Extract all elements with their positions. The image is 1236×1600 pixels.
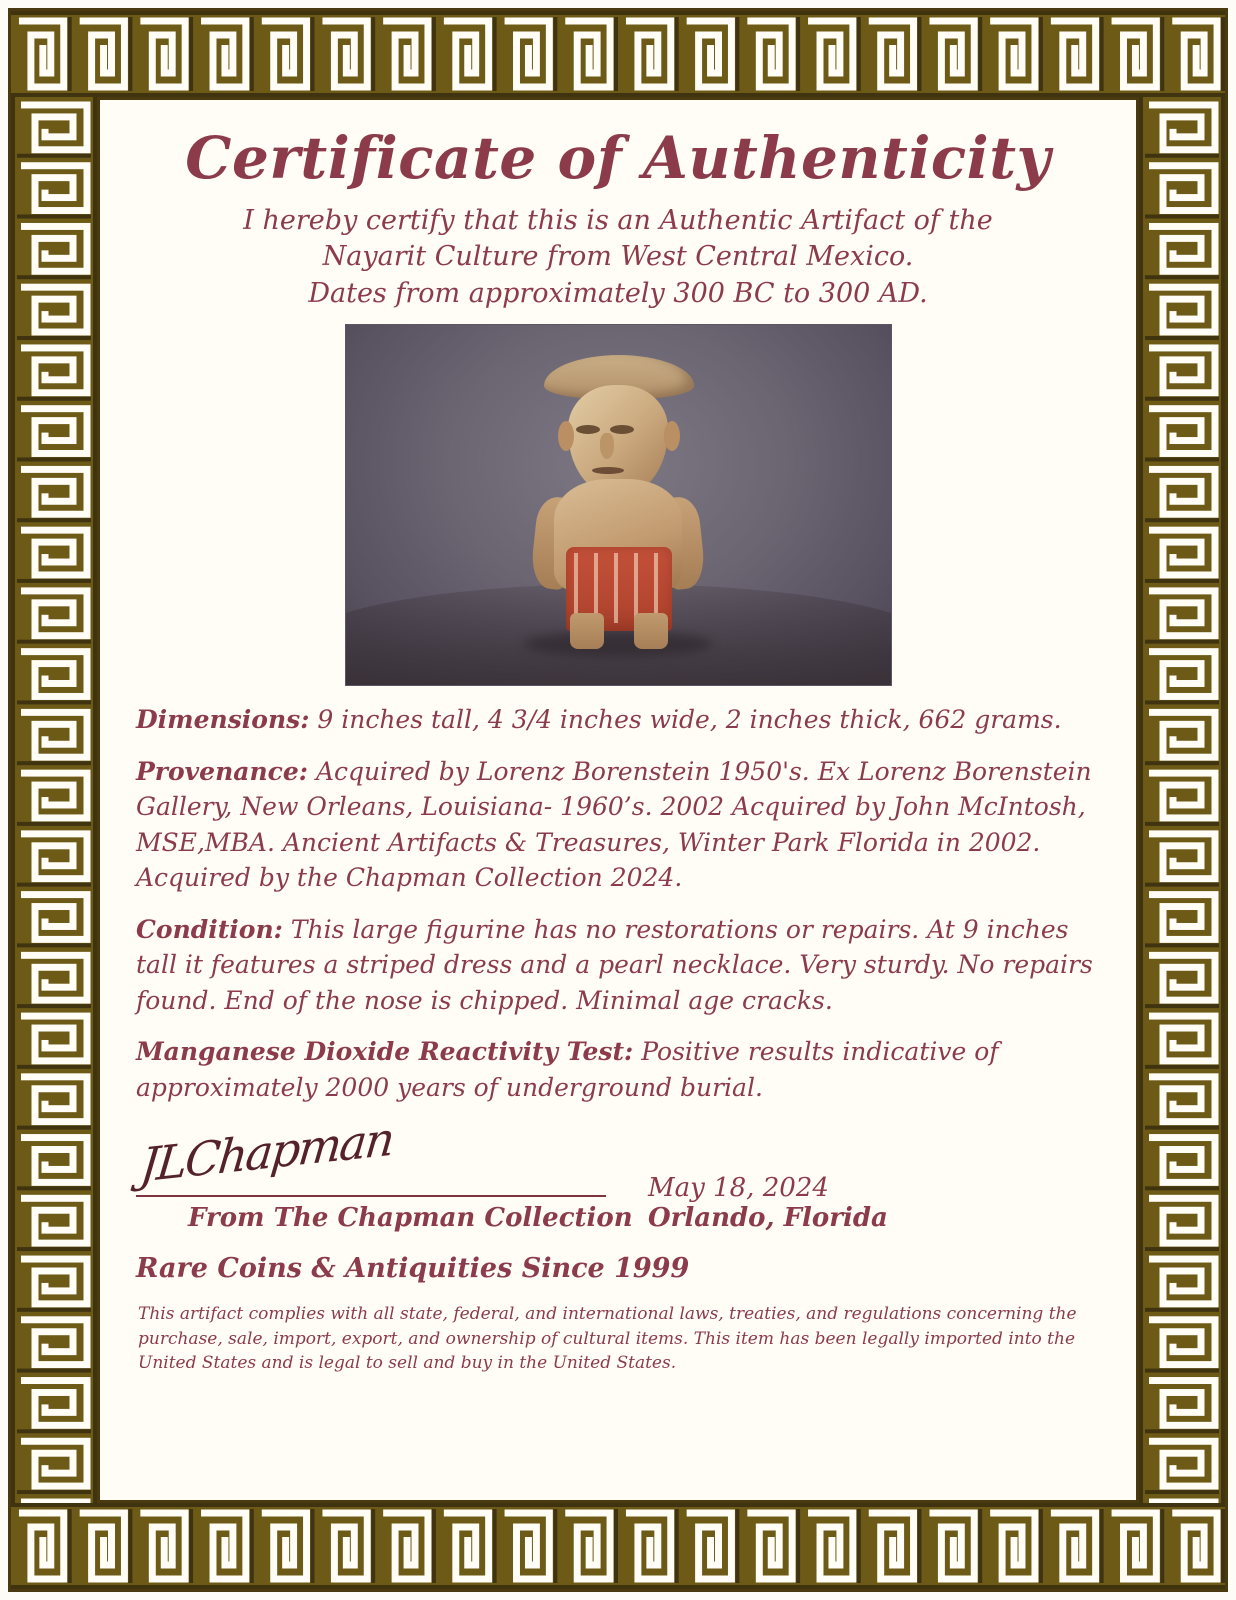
figurine-ear-right (664, 421, 680, 451)
certification-statement (166, 203, 1070, 312)
signature-location: Orlando, Florida (648, 1203, 888, 1234)
business-tagline: Rare Coins & Antiquities Since 1999 (136, 1253, 690, 1285)
figurine-nose (600, 433, 614, 459)
artifact-photo (345, 324, 892, 686)
signature-caption: From The Chapman Collection (188, 1203, 633, 1234)
field-condition-label: Condition: (136, 914, 283, 944)
field-dimensions (136, 702, 1100, 738)
field-condition-value: This large figurine has no restorations or repairs. At 9 inches tall it features a striped dress and a pearl necklace. Very sturdy. No repairs found. End of the nose is chipped. Minimal age cracks. (136, 914, 1093, 1015)
figurine-illustration (518, 355, 718, 643)
statement-line-3: Dates from approximately 300 BC to 300 AD. (308, 277, 928, 309)
signature-date: May 18, 2024 (648, 1173, 829, 1204)
figurine-mouth (592, 467, 624, 474)
figurine-head (568, 385, 668, 493)
field-provenance-label: Provenance: (136, 756, 308, 786)
certificate-content (96, 96, 1140, 1504)
greek-key-border-top (11, 11, 1225, 97)
field-manganese-test-value: Positive results indicative of approximately 2000 years of underground burial. (136, 1037, 999, 1102)
figurine-eye-right (610, 425, 634, 434)
greek-key-border-left (11, 97, 97, 1503)
signature-line (136, 1195, 606, 1197)
artifact-photo-container (136, 324, 1100, 686)
field-condition (136, 912, 1100, 1019)
field-dimensions-value: 9 inches tall, 4 3/4 inches wide, 2 inches thick, 662 grams. (309, 705, 1062, 735)
handwritten-signature: JLChapman (137, 1111, 396, 1193)
field-dimensions-label: Dimensions: (136, 705, 310, 735)
figurine-leg-right (634, 613, 668, 649)
page-title: Certificate of Authenticity (185, 124, 1051, 192)
figurine-eye-left (576, 425, 600, 434)
figurine-shadow (524, 631, 712, 657)
statement-line-2: Nayarit Culture from West Central Mexico. (322, 241, 914, 273)
figurine-leg-left (570, 613, 604, 649)
signature-block (136, 1111, 1100, 1249)
field-provenance (136, 754, 1100, 896)
greek-key-border-bottom (11, 1503, 1225, 1589)
statement-line-1: I hereby certify that this is an Authentic Artifact of the (243, 204, 993, 236)
field-provenance-value: Acquired by Lorenz Borenstein 1950's. Ex Lorenz Borenstein Gallery, New Orleans, Louisiana- 1960’s. 2002 Acquired by John McIntosh, MSE,MBA. Ancient Artifacts & Treasures, Winter Park Florida in 2002. Acquired by the Chapman Collection 2024. (136, 756, 1092, 893)
field-manganese-test-label: Manganese Dioxide Reactivity Test: (136, 1037, 634, 1067)
field-manganese-test (136, 1034, 1100, 1105)
greek-key-border-right (1139, 97, 1225, 1503)
legal-disclaimer: This artifact complies with all state, federal, and international laws, treaties, and regulations concerning the purchase, sale, import, export, and ownership of cultural items. This item has been legally imported into the United States and is legal to sell and buy in the United States. (138, 1304, 1077, 1374)
figurine-ear-left (558, 421, 574, 451)
